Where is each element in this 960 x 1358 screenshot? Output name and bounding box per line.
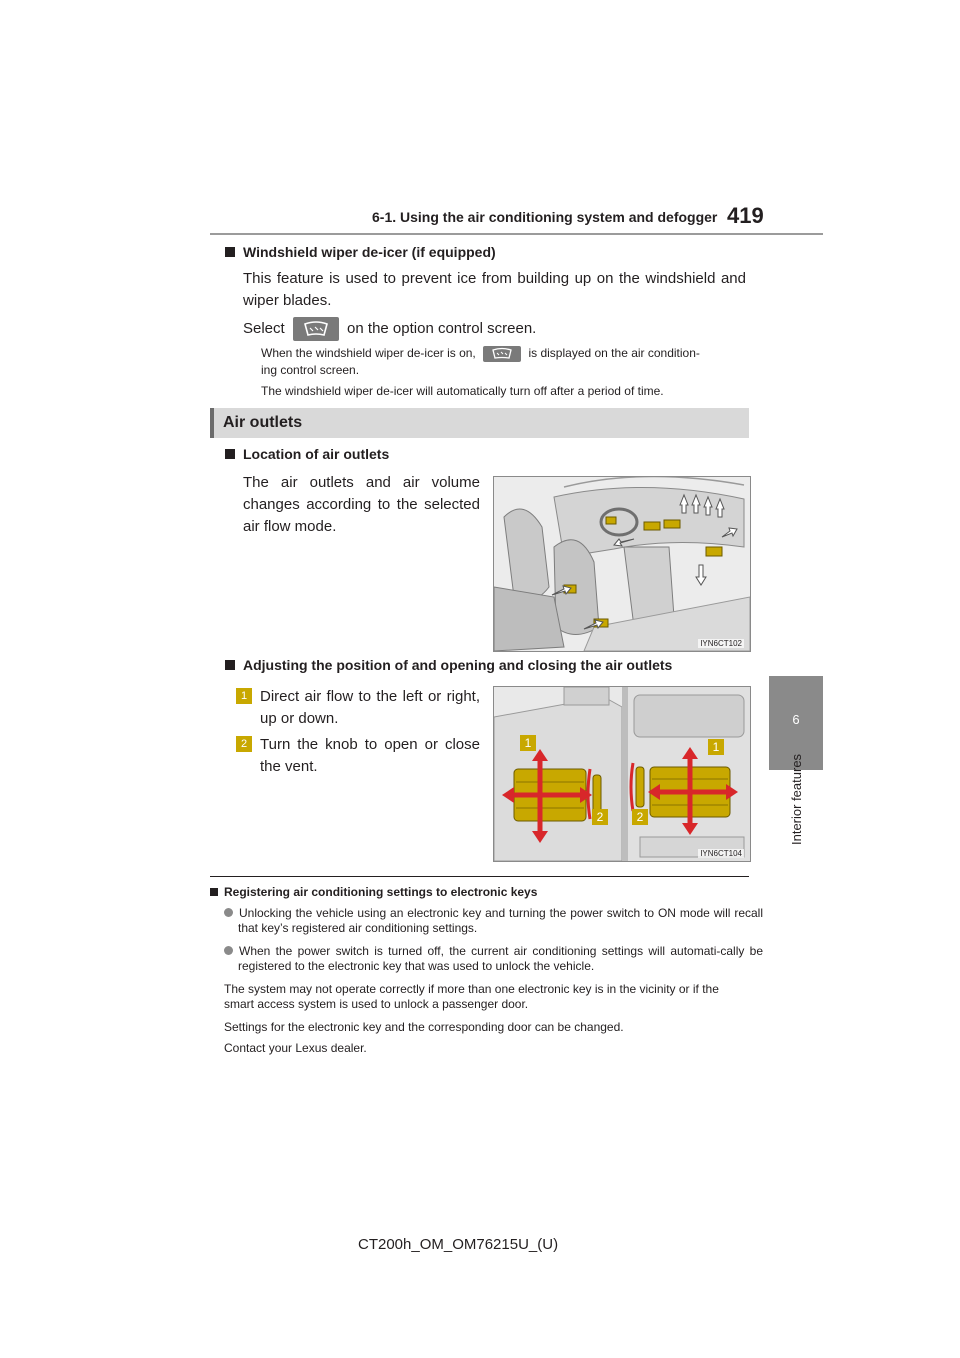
adjust-heading: Adjusting the position of and opening and closing the air outlets [225,657,672,673]
deicer-note-1-cont: ing control screen. [261,363,360,377]
deicer-heading: Windshield wiper de-icer (if equipped) [225,244,496,260]
square-bullet-icon [225,449,235,459]
circle-bullet-icon [224,946,233,955]
notes-para-1: The system may not operate correctly if more than one electronic key is in the vicinity or if the smart access system is used to unlock a passenger door. [224,982,719,1011]
notes-bullet-2: When the power switch is turned off, the current air conditioning settings will automati-cally be registered to the electronic key that was used to unlock the vehicle. [224,944,763,974]
header-rule [210,233,823,235]
windshield-deicer-indicator-icon [483,346,521,362]
step-1-number: 1 [236,686,252,704]
step-2-number: 2 [236,734,252,752]
notes-rule [210,876,749,877]
figure-label-2-left: 2 [596,810,604,824]
notes-heading: Registering air conditioning settings to electronic keys [210,885,537,900]
chapter-label: Interior features [789,753,804,845]
figure-label-1-right: 1 [712,740,720,754]
deicer-note-1: When the windshield wiper de-icer is on, is displayed on the air condition- [261,346,700,361]
running-header-title: 6-1. Using the air conditioning system and defogger [372,209,718,225]
deicer-note-2: The windshield wiper de-icer will automatically turn off after a period of time. [261,384,664,398]
square-bullet-icon [225,247,235,257]
square-bullet-icon [210,888,218,896]
document-id: CT200h_OM_OM76215U_(U) [358,1236,559,1253]
location-heading: Location of air outlets [225,446,389,462]
chapter-number: 6 [792,712,800,727]
step-1-text: Direct air flow to the left or right, up or down. [260,688,480,727]
deicer-select-line: Select on the option control screen. [243,317,536,341]
notes-para-2: Settings for the electronic key and the corresponding door can be changed. [224,1020,624,1034]
notes-bullet-1: Unlocking the vehicle using an electronic key and turning the power switch to ON mode will recall that key’s registered air conditioning settings. [224,906,763,936]
windshield-deicer-icon [293,317,339,341]
vent-adjustment-figure [493,686,751,862]
step-2-text: Turn the knob to open or close the vent. [260,736,480,775]
circle-bullet-icon [224,908,233,917]
page-number: 419 [727,203,764,228]
figure-label-2-right: 2 [636,810,644,824]
section-title: Air outlets [223,414,303,431]
notes-para-3: Contact your Lexus dealer. [224,1041,367,1055]
figure-code: IYN6CT104 [700,849,742,858]
location-body: The air outlets and air volume changes according to the selected air flow mode. [243,474,480,535]
section-accent [210,408,214,438]
square-bullet-icon [225,660,235,670]
figure-code: IYN6CT102 [700,639,742,648]
air-outlet-location-figure [493,476,751,652]
figure-label-1-left: 1 [524,736,532,750]
deicer-body: This feature is used to prevent ice from building up on the windshield and wiper blades. [243,270,746,309]
section-header-air-outlets [210,408,749,438]
